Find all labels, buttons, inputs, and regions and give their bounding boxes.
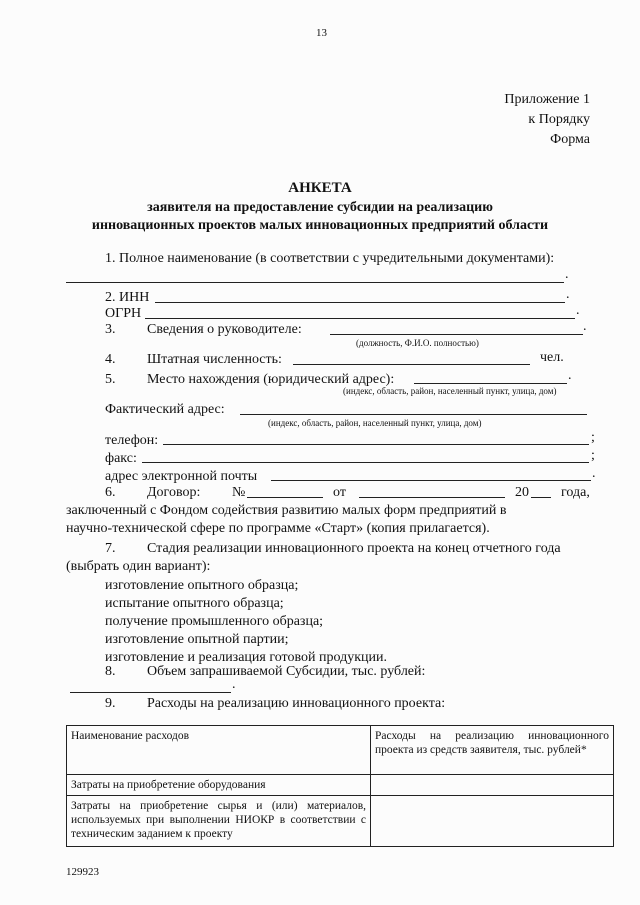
legal-label: Место нахождения (юридический адрес):: [147, 372, 395, 387]
staff-field[interactable]: [293, 364, 530, 365]
email-field[interactable]: [271, 480, 591, 481]
subsidy-number: 8.: [105, 664, 116, 679]
table-row: [67, 775, 614, 796]
subsidy-label: Объем запрашиваемой Субсидии, тыс. рублей:: [147, 664, 426, 679]
contract-year-suffix: года,: [561, 485, 590, 500]
stage-option[interactable]: изготовление опытного образца;: [105, 578, 299, 593]
head-field[interactable]: [330, 334, 583, 335]
contract-text-2: научно-технической сфере по программе «Старт» (копия прилагается).: [66, 521, 490, 536]
phone-label: телефон:: [105, 433, 159, 448]
staff-unit: чел.: [540, 350, 564, 365]
email-label: адрес электронной почты: [105, 469, 258, 484]
contract-number-field[interactable]: [247, 497, 323, 498]
legal-dot: .: [568, 368, 572, 383]
fax-field[interactable]: [142, 462, 589, 463]
appendix-line-2: к Порядку: [528, 112, 590, 127]
stage-option[interactable]: изготовление и реализация готовой продукции.: [105, 650, 387, 665]
form-title: АНКЕТА: [288, 180, 352, 196]
ogrn-label: ОГРН: [105, 306, 142, 321]
actual-hint: (индекс, область, район, населенный пункт, улица, дом): [268, 418, 482, 428]
form-subtitle-2: инновационных проектов малых инновационных предприятий области: [91, 218, 549, 233]
contract-label: Договор:: [147, 485, 201, 500]
table-cell-name: Затраты на приобретение сырья и (или) материалов, используемых при выполнении НИОКР в соответствии с техническим заданием к проекту: [67, 796, 371, 847]
inn-label: 2. ИНН: [105, 290, 150, 305]
expenses-label: Расходы на реализацию инновационного проекта:: [147, 696, 446, 711]
legal-number: 5.: [105, 372, 116, 387]
stage-option[interactable]: изготовление опытной партии;: [105, 632, 289, 647]
contract-year-prefix: 20: [515, 485, 529, 500]
inn-dot: .: [566, 287, 570, 302]
expenses-number: 9.: [105, 696, 116, 711]
subsidy-dot: .: [232, 677, 236, 692]
fax-label: факс:: [105, 451, 137, 466]
legal-address-field[interactable]: [414, 383, 567, 384]
page-number: 13: [316, 27, 327, 39]
contract-number: 6.: [105, 485, 116, 500]
fax-semicolon: ;: [591, 448, 595, 463]
table-cell-name: Затраты на приобретение оборудования: [67, 775, 371, 796]
phone-semicolon: ;: [591, 430, 595, 445]
table-cell-amount[interactable]: [371, 796, 614, 847]
inn-field[interactable]: [155, 302, 565, 303]
appendix-line-1: Приложение 1: [504, 92, 590, 107]
ogrn-field[interactable]: [145, 318, 575, 319]
contract-no-sign: №: [232, 485, 246, 500]
stage-options-list: [105, 577, 387, 667]
stage-number: 7.: [105, 541, 116, 556]
stage-label-2: (выбрать один вариант):: [66, 559, 211, 574]
stage-label: Стадия реализации инновационного проекта на конец отчетного года: [147, 541, 561, 556]
actual-address-field[interactable]: [240, 414, 587, 415]
table-row: [67, 796, 614, 847]
phone-field[interactable]: [163, 444, 589, 445]
stage-option[interactable]: получение промышленного образца;: [105, 614, 324, 629]
full-name-label: 1. Полное наименование (в соответствии с учредительными документами):: [105, 251, 555, 266]
ogrn-dot: .: [576, 303, 580, 318]
stage-option[interactable]: испытание опытного образца;: [105, 596, 284, 611]
table-header-row: [67, 726, 614, 775]
legal-hint: (индекс, область, район, населенный пункт, улица, дом): [343, 386, 557, 396]
contract-text-1: заключенный с Фондом содействия развитию малых форм предприятий в: [66, 503, 507, 518]
table-cell-amount[interactable]: [371, 775, 614, 796]
expenses-table: [66, 725, 614, 847]
head-hint: (должность, Ф.И.О. полностью): [356, 338, 479, 348]
email-dot: .: [592, 466, 596, 481]
head-label: Сведения о руководителе:: [147, 322, 302, 337]
appendix-block: [504, 90, 590, 150]
full-name-dot: .: [565, 267, 569, 282]
actual-address-label: Фактический адрес:: [105, 402, 225, 417]
head-number: 3.: [105, 322, 116, 337]
staff-label: Штатная численность:: [147, 352, 282, 367]
contract-date-field[interactable]: [359, 497, 505, 498]
head-dot: .: [583, 319, 587, 334]
table-header-amount: Расходы на реализацию инновационного проекта из средств заявителя, тыс. рублей*: [371, 726, 614, 775]
contract-year-field[interactable]: [531, 497, 551, 498]
form-subtitle-1: заявителя на предоставление субсидии на реализацию: [147, 200, 493, 215]
appendix-line-3: Форма: [550, 132, 590, 147]
full-name-field[interactable]: [66, 282, 564, 283]
table-header-name: Наименование расходов: [67, 726, 371, 775]
subsidy-field[interactable]: [70, 692, 231, 693]
staff-number: 4.: [105, 352, 116, 367]
footer-code: 129923: [66, 866, 99, 878]
contract-from: от: [333, 485, 346, 500]
